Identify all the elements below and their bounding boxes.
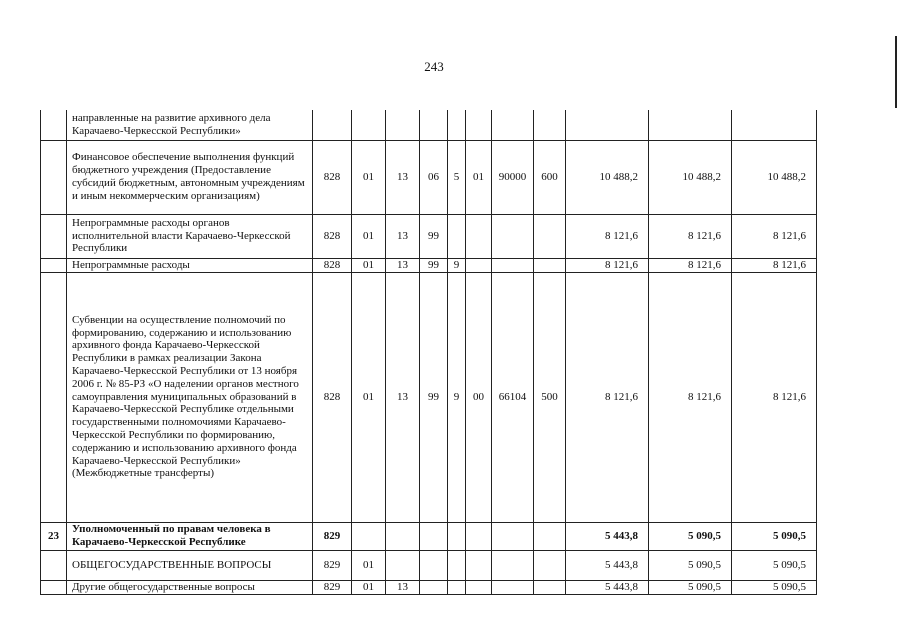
subprogram-code-cell [448,550,466,580]
section-code-cell: 01 [352,258,386,272]
direction-code-cell [492,110,534,140]
item-name-cell: ОБЩЕГОСУДАРСТВЕННЫЕ ВОПРОСЫ [67,550,313,580]
section-code-cell [352,110,386,140]
department-code-cell: 829 [313,550,352,580]
subsection-code-cell [386,550,420,580]
row-number-cell [41,258,67,272]
subprogram-code-cell [448,580,466,594]
item-name-cell: Непрограммные расходы органов исполнительной власти Карачаево-Черкесской Республики [67,214,313,258]
event-code-cell [466,214,492,258]
table-row [41,550,817,580]
amount-year2-cell: 5 090,5 [649,522,732,550]
amount-year3-cell: 5 090,5 [732,550,817,580]
table-row [41,140,817,214]
direction-code-cell [492,522,534,550]
item-name-cell: Другие общегосударственные вопросы [67,580,313,594]
amount-year2-cell: 8 121,6 [649,214,732,258]
page-number: 243 [424,59,444,74]
table-row [41,522,817,550]
subsection-code-cell [386,522,420,550]
event-code-cell [466,550,492,580]
expense-type-cell [534,522,566,550]
department-code-cell: 828 [313,140,352,214]
table-row [41,272,817,522]
event-code-cell [466,580,492,594]
department-code-cell: 828 [313,258,352,272]
department-code-cell: 829 [313,522,352,550]
item-name-cell: направленные на развитие архивного дела Карачаево-Черкесской Республики» [67,110,313,140]
item-name-cell: Финансовое обеспечение выполнения функций бюджетного учреждения (Предоставление субсидий бюджетным, автономным учреждениям и иным некоммерческим организациям) [67,140,313,214]
amount-year2-cell: 10 488,2 [649,140,732,214]
expense-type-cell: 500 [534,272,566,522]
amount-year3-cell: 8 121,6 [732,258,817,272]
program-code-cell: 06 [420,140,448,214]
expense-type-cell [534,258,566,272]
direction-code-cell [492,550,534,580]
table-row [41,580,817,594]
subprogram-code-cell [448,214,466,258]
subprogram-code-cell: 5 [448,140,466,214]
amount-year3-cell [732,110,817,140]
event-code-cell: 01 [466,140,492,214]
section-code-cell [352,522,386,550]
row-number-cell [41,550,67,580]
amount-year2-cell: 8 121,6 [649,272,732,522]
amount-year1-cell: 8 121,6 [566,272,649,522]
item-name-cell: Субвенции на осуществление полномочий по формированию, содержанию и использованию архивного фонда Карачаево-Черкесской Республики в рамках реализации Закона Карачаево-Черкесской Республики от 13 ноября 2006 г. № 85-РЗ «О наделении органов местного самоуправления муниципальных образований в Карачаево-Черкесской Республике отдельными государственными полномочиями Карачаево-Черкесской Республики по формированию, содержанию и использованию архивного фонда Карачаево-Черкесской Республики» (Межбюджетные трансферты) [67,272,313,522]
direction-code-cell [492,580,534,594]
event-code-cell [466,258,492,272]
amount-year1-cell: 5 443,8 [566,522,649,550]
table-row [41,110,817,140]
subprogram-code-cell [448,522,466,550]
row-number-cell [41,580,67,594]
amount-year3-cell: 5 090,5 [732,580,817,594]
section-code-cell: 01 [352,214,386,258]
section-code-cell: 01 [352,580,386,594]
event-code-cell [466,110,492,140]
program-code-cell: 99 [420,272,448,522]
section-code-cell: 01 [352,550,386,580]
section-code-cell: 01 [352,140,386,214]
item-name-cell: Уполномоченный по правам человека в Карачаево-Черкесской Республике [67,522,313,550]
amount-year2-cell: 5 090,5 [649,580,732,594]
amount-year1-cell: 8 121,6 [566,258,649,272]
amount-year2-cell: 5 090,5 [649,550,732,580]
program-code-cell: 99 [420,258,448,272]
expense-type-cell [534,110,566,140]
direction-code-cell [492,258,534,272]
amount-year2-cell: 8 121,6 [649,258,732,272]
subsection-code-cell [386,110,420,140]
subprogram-code-cell [448,110,466,140]
row-number-cell [41,140,67,214]
row-number-cell [41,110,67,140]
direction-code-cell: 90000 [492,140,534,214]
department-code-cell: 829 [313,580,352,594]
amount-year2-cell [649,110,732,140]
table-row [41,258,817,272]
direction-code-cell [492,214,534,258]
subprogram-code-cell: 9 [448,272,466,522]
event-code-cell [466,522,492,550]
program-code-cell: 99 [420,214,448,258]
subsection-code-cell: 13 [386,272,420,522]
expense-type-cell [534,214,566,258]
item-name-cell: Непрограммные расходы [67,258,313,272]
subsection-code-cell: 13 [386,258,420,272]
margin-rule [895,36,897,108]
event-code-cell: 00 [466,272,492,522]
department-code-cell: 828 [313,214,352,258]
department-code-cell [313,110,352,140]
expense-type-cell [534,550,566,580]
expense-type-cell: 600 [534,140,566,214]
budget-table [40,110,817,595]
expense-type-cell [534,580,566,594]
amount-year1-cell: 5 443,8 [566,550,649,580]
amount-year3-cell: 8 121,6 [732,272,817,522]
direction-code-cell: 66104 [492,272,534,522]
amount-year3-cell: 8 121,6 [732,214,817,258]
amount-year1-cell: 10 488,2 [566,140,649,214]
amount-year3-cell: 5 090,5 [732,522,817,550]
subprogram-code-cell: 9 [448,258,466,272]
subsection-code-cell: 13 [386,214,420,258]
section-code-cell: 01 [352,272,386,522]
program-code-cell [420,522,448,550]
subsection-code-cell: 13 [386,140,420,214]
row-number-cell [41,214,67,258]
program-code-cell [420,110,448,140]
row-number-cell [41,272,67,522]
amount-year1-cell: 8 121,6 [566,214,649,258]
amount-year1-cell [566,110,649,140]
amount-year1-cell: 5 443,8 [566,580,649,594]
program-code-cell [420,580,448,594]
department-code-cell: 828 [313,272,352,522]
program-code-cell [420,550,448,580]
subsection-code-cell: 13 [386,580,420,594]
amount-year3-cell: 10 488,2 [732,140,817,214]
table-row [41,214,817,258]
row-number-cell: 23 [41,522,67,550]
